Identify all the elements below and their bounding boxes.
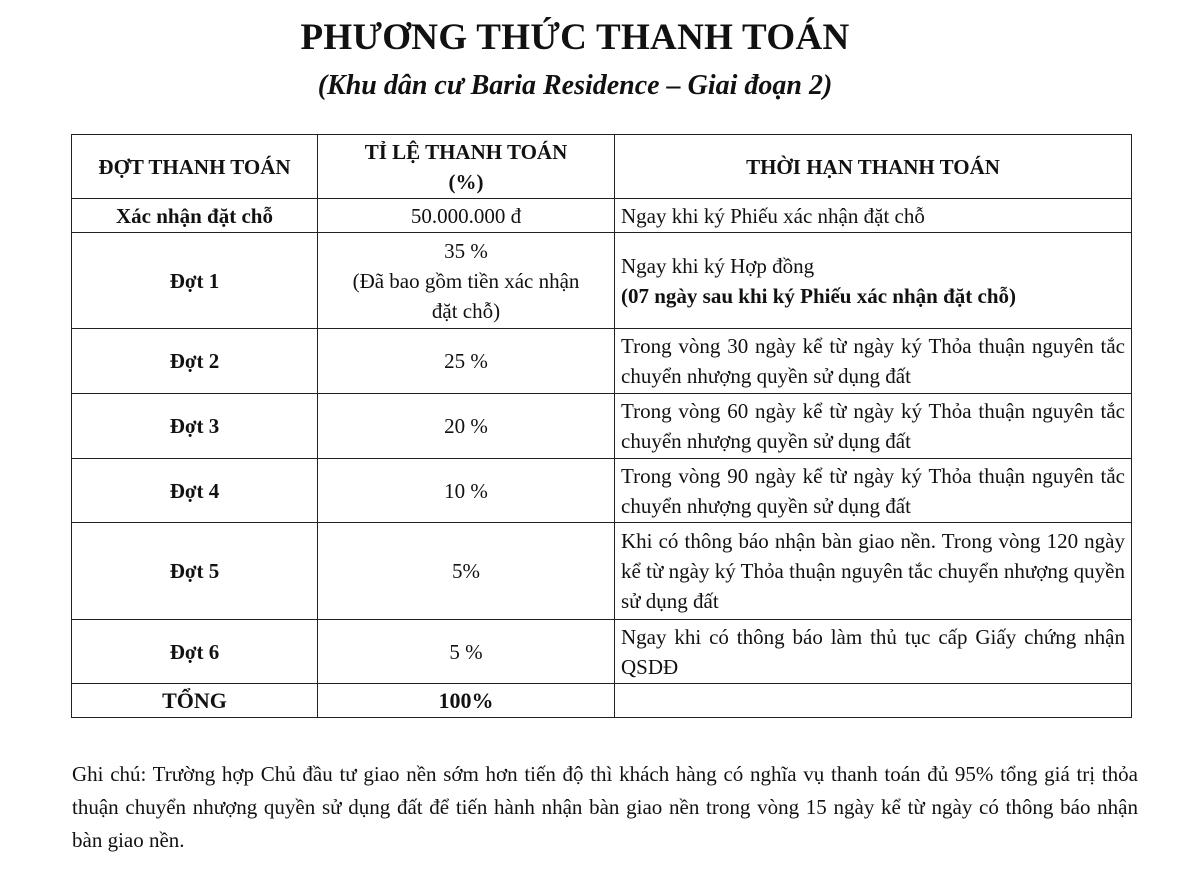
- footnote: Ghi chú: Trường hợp Chủ đầu tư giao nền sớm hơn tiến độ thì khách hàng có nghĩa vụ thanh toán đủ 95% tổng giá trị thỏa thuận chuyển nhượng quyền sử dụng đất để tiến hành nhận bàn giao nền trong vòng 15 ngày kể từ ngày có thông báo nhận bàn giao nền.: [72, 762, 1138, 852]
- deadline-cell: [615, 523, 1132, 620]
- deadline-text: Ngay khi có thông báo làm thủ tục cấp Giấy chứng nhận QSDĐ: [621, 624, 1125, 679]
- table-row: [72, 620, 1132, 684]
- header-rate: [318, 135, 615, 199]
- header-phase: ĐỢT THANH TOÁN: [72, 135, 318, 199]
- total-label: TỔNG: [72, 684, 318, 718]
- header-rate-line1: TỈ LỆ THANH TOÁN: [364, 139, 568, 164]
- phase-cell: Xác nhận đặt chỗ: [72, 199, 318, 233]
- phase-cell: Đợt 6: [72, 620, 318, 684]
- rate-cell: 10 %: [318, 459, 615, 523]
- header-rate-line2: (%): [448, 169, 484, 194]
- deadline-text: Trong vòng 30 ngày kể từ ngày ký Thỏa thuận nguyên tắc chuyển nhượng quyền sử dụng đất: [621, 334, 1125, 388]
- phase-cell: Đợt 5: [72, 523, 318, 620]
- header-deadline: THỜI HẠN THANH TOÁN: [615, 135, 1132, 199]
- deadline-cell: [615, 394, 1132, 459]
- phase-cell: Đợt 3: [72, 394, 318, 459]
- phase-cell: Đợt 4: [72, 459, 318, 523]
- payment-schedule-table: [71, 134, 1132, 718]
- table-row: [72, 394, 1132, 459]
- phase-cell: Đợt 2: [72, 329, 318, 394]
- deadline-cell: [615, 329, 1132, 394]
- deadline-cell: Ngay khi ký Phiếu xác nhận đặt chỗ: [615, 199, 1132, 233]
- deadline-text: Trong vòng 90 ngày kể từ ngày ký Thỏa thuận nguyên tắc chuyển nhượng quyền sử dụng đất: [621, 463, 1125, 518]
- deadline-text: Khi có thông báo nhận bàn giao nền. Trong vòng 120 ngày kể từ ngày ký Thỏa thuận nguyên tắc chuyển nhượng quyền sử dụng đất: [621, 529, 1125, 613]
- table-row: [72, 199, 1132, 233]
- total-rate: 100%: [318, 684, 615, 718]
- table-row: [72, 233, 1132, 329]
- phase-cell: Đợt 1: [72, 233, 318, 329]
- table-row: [72, 523, 1132, 620]
- deadline-cell: [615, 233, 1132, 329]
- table-total-row: [72, 684, 1132, 718]
- rate-note-line2: đặt chỗ): [431, 298, 501, 323]
- rate-cell: 5 %: [318, 620, 615, 684]
- deadline-text: Trong vòng 60 ngày kể từ ngày ký Thỏa thuận nguyên tắc chuyển nhượng quyền sử dụng đất: [621, 399, 1125, 453]
- rate-cell: 5%: [318, 523, 615, 620]
- rate-note-line1: (Đã bao gồm tiền xác nhận: [352, 268, 580, 293]
- rate-cell: [318, 233, 615, 329]
- rate-cell: 20 %: [318, 394, 615, 459]
- rate-cell: 25 %: [318, 329, 615, 394]
- page-title: PHƯƠNG THỨC THANH TOÁN: [300, 17, 850, 58]
- deadline-bold-note: (07 ngày sau khi ký Phiếu xác nhận đặt chỗ): [621, 283, 1017, 308]
- rate-cell: 50.000.000 đ: [318, 199, 615, 233]
- page-subtitle: (Khu dân cư Baria Residence – Giai đoạn 2): [317, 70, 833, 101]
- deadline-cell: [615, 459, 1132, 523]
- rate-value: 35 %: [444, 238, 488, 263]
- table-row: [72, 329, 1132, 394]
- total-deadline: [615, 684, 1132, 718]
- table-row: [72, 459, 1132, 523]
- deadline-cell: [615, 620, 1132, 684]
- table-header-row: [72, 135, 1132, 199]
- deadline-text: Ngay khi ký Hợp đồng: [621, 253, 815, 278]
